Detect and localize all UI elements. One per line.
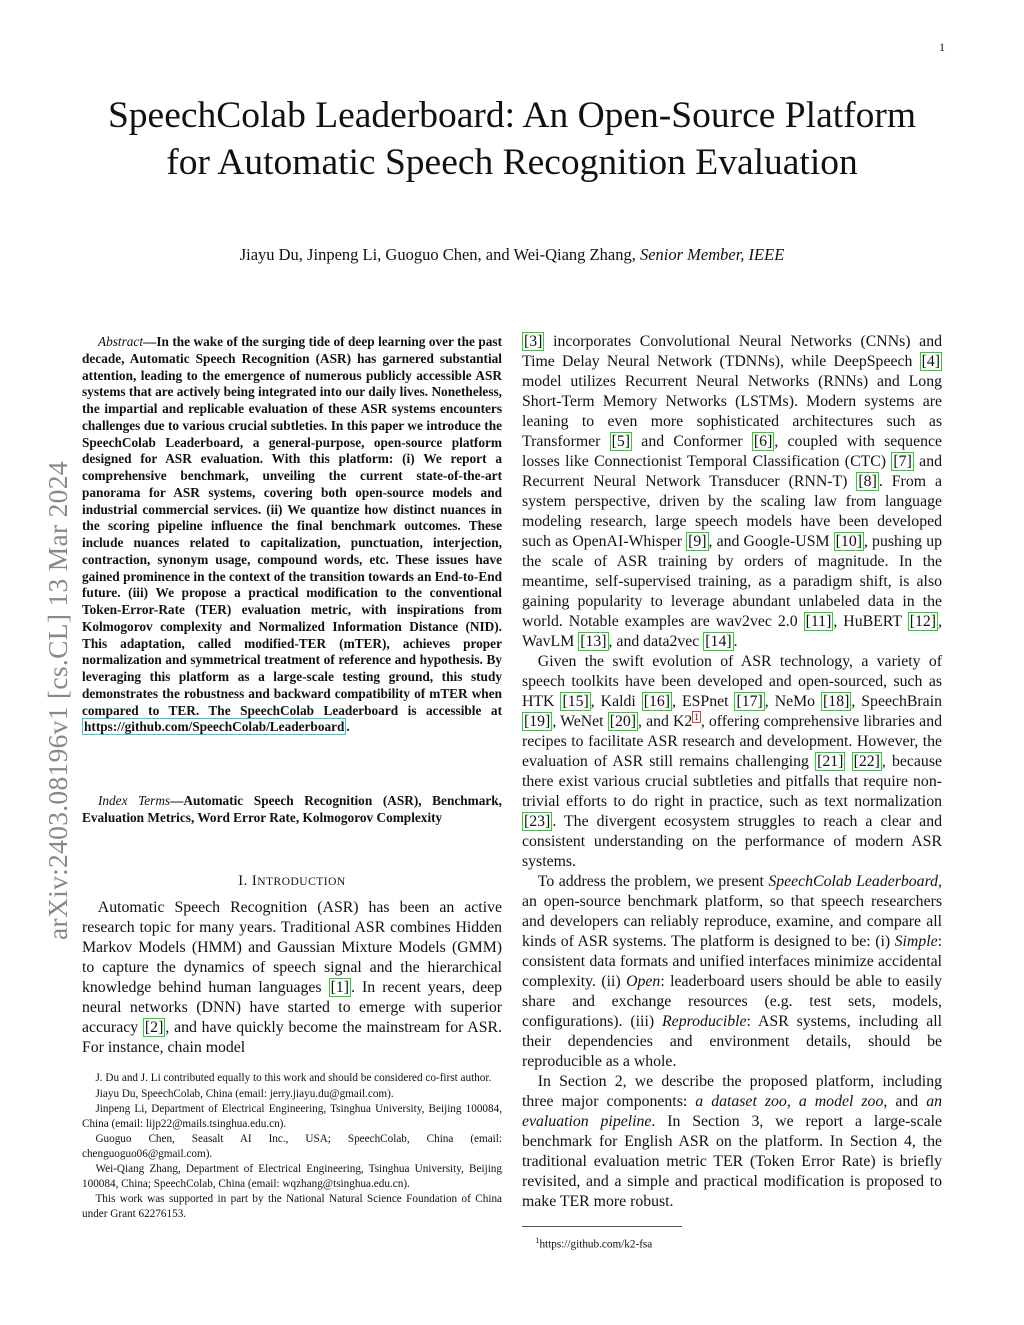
citation-link[interactable]: [7]	[893, 453, 912, 470]
section-title-rest: NTRODUCTION	[257, 876, 346, 888]
citation-link[interactable]: [5]	[611, 433, 631, 450]
page-number: 1	[939, 40, 945, 54]
intro-paragraph	[82, 898, 502, 1058]
citation-link[interactable]: [1]	[330, 979, 350, 996]
abstract-end: .	[346, 719, 350, 735]
footnote: Guoguo Chen, Seasalt AI Inc., USA; SpeechColab, China (email: chenguoguo06@gmail.com).	[82, 1133, 502, 1160]
citation-link[interactable]: [14]	[705, 633, 732, 650]
arxiv-identifier: arXiv:2403.08196v1 [cs.CL] 13 Mar 2024	[42, 461, 73, 940]
citation-link[interactable]: [19]	[524, 713, 551, 730]
footnote-url[interactable]: https://github.com/k2-fsa	[539, 1238, 653, 1251]
abstract-text: —In the wake of the surging tide of deep learning over the past decade, Automatic Speech Recognition (ASR) has garnered substantial attention, leading to the emergence of numerous publicly accessible ASR systems that are actively being integrated into our daily lives. Nonetheless, the impartial and replicable evaluation of these ASR systems encounters challenges due to various crucial subtleties. In this paper we introduce the SpeechColab Leaderboard, a general-purpose, open-source platform designed for ASR evaluation. With this platform: (i) We report a comprehensive benchmark, unveiling the current state-of-the-art panorama for ASR systems, covering both open-source models and industrial commercial services. (ii) We quantize how distinct nuances in the scoring pipeline influence the final benchmark outcomes. These include nuances related to capitalization, punctuation, interjection, contraction, synonym usage, compound words, etc. These issues have gained prominence in the context of the transition towards an End-to-End future. (iii) We propose a practical modification to the conventional Token-Error-Rate (TER) evaluation metric, with inspirations from Kolmogorov complexity and Normalized Information Distance (NID). This adaptation, called modified-TER (mTER), achieves proper normalization and symmetrical treatment of reference and hypothesis. By leveraging this platform as a large-scale testing ground, this study demonstrates the robustness and backward compatibility of mTER when compared to TER. The SpeechColab Leaderboard is accessible at	[82, 334, 502, 718]
citation-link[interactable]: [17]	[736, 693, 763, 710]
citation-link[interactable]: [22]	[853, 753, 880, 770]
footnote: J. Du and J. Li contributed equally to this work and should be considered co-first author.	[95, 1072, 492, 1084]
citation-link[interactable]: [13]	[580, 633, 607, 650]
citation-link[interactable]: [11]	[805, 613, 832, 630]
footnote: This work was supported in part by the National Natural Science Foundation of China under Grant 62276153.	[82, 1193, 502, 1220]
citation-link[interactable]: [23]	[524, 813, 551, 830]
author-footnotes	[82, 1071, 502, 1222]
intro-text: , and have quickly become the mainstream for ASR. For instance, chain model	[82, 1019, 502, 1056]
citation-link[interactable]: [21]	[817, 753, 844, 770]
footnote: Jiayu Du, SpeechColab, China (email: jerry.jiayu.du@gmail.com).	[95, 1087, 394, 1100]
citation-link[interactable]: [12]	[909, 613, 937, 630]
author-names: Jiayu Du, Jinpeng Li, Guoguo Chen, and Wei-Qiang Zhang,	[239, 245, 636, 264]
section-first-letter: I	[251, 873, 258, 889]
abstract	[82, 334, 502, 736]
citation-link[interactable]: [8]	[858, 473, 877, 490]
citation-link[interactable]: [4]	[921, 353, 940, 370]
index-terms	[82, 793, 502, 827]
leaderboard-link[interactable]: https://github.com/SpeechColab/Leaderboard	[84, 719, 345, 735]
body-paragraph: In Section 2, we describe the proposed platform, including three major components: a dataset zoo, a model zoo, and an evaluation pipeline. In Section 3, we report a large-scale benchmark for English ASR on the platform. In Section 4, the traditional evaluation metric TER (Token Error Rate) is briefly revisited, and a simple and practical modification is proposed to make TER more robust.	[522, 1073, 942, 1210]
footnote-rule	[522, 1226, 682, 1227]
section-heading-introduction	[82, 873, 502, 890]
author-list	[100, 245, 924, 265]
citation-link[interactable]: [2]	[144, 1019, 164, 1036]
citation-link[interactable]: [18]	[823, 693, 850, 710]
body-paragraph: To address the problem, we present SpeechColab Leaderboard, an open-source benchmark platform, so that speech researchers and developers can reliably reproduce, examine, and compare all kinds of ASR systems. The platform is designed to be: (i) Simple: consistent data formats and unified interfaces minimize accidental complexity. (ii) Open: leaderboard users should be able to easily share and exchange resources (e.g. test sets, models, configurations). (iii) Reproducible: ASR systems, including all their dependencies and environment details, should be reproducible as a whole.	[522, 873, 942, 1070]
intro-text: Automatic Speech Recognition (ASR) has been an active research topic for many years. Traditional ASR combines Hidden Markov Models (HMM) and Gaussian Mixture Models (GMM) to capture the dynamics of speech signal and the hierarchical knowledge behind human languages	[82, 899, 502, 996]
footnote: Jinpeng Li, Department of Electrical Engineering, Tsinghua University, Beijing 100084, China (email: lijp22@mails.tsinghua.edu.cn).	[82, 1103, 502, 1130]
index-terms-label: Index Terms	[97, 793, 171, 808]
footnote: Wei-Qiang Zhang, Department of Electrical Engineering, Tsinghua University, Beijing 100084, China; SpeechColab, China (email: wqzhang@tsinghua.edu.cn).	[82, 1163, 502, 1190]
citation-link[interactable]: [15]	[562, 693, 589, 710]
citation-link[interactable]: [6]	[753, 433, 773, 450]
intro-text: . In recent years, deep neural networks (DNN) have started to emerge with superior accuracy	[82, 979, 503, 1036]
right-column	[522, 332, 942, 1212]
citation-link[interactable]: [9]	[688, 533, 707, 550]
footnote-k2	[522, 1236, 942, 1251]
index-terms-text: —Automatic Speech Recognition (ASR), Benchmark, Evaluation Metrics, Word Error Rate, Kolmogorov Complexity	[82, 793, 502, 825]
footnote-mark: 1	[535, 1236, 540, 1245]
paper-title: SpeechColab Leaderboard: An Open-Source Platform for Automatic Speech Recognition Evaluation	[107, 95, 917, 183]
section-numeral: I.	[238, 873, 248, 889]
citation-link[interactable]: [16]	[643, 693, 671, 710]
body-paragraph: [3] incorporates Convolutional Neural Networks (CNNs) and Time Delay Neural Network (TDNNs), while DeepSpeech [4] model utilizes Recurrent Neural Networks (RNNs) and Long Short-Term Memory Networks (LSTMs). Modern systems are leaning to even more sophisticated architectures such as Transformer [5] and Conformer [6] , coupled with sequence losses like Connectionist Temporal Classification (CTC) [7] and Recurrent Neural Network Transducer (RNN-T) [8] . From a system perspective, driven by the scaling law from language modeling research, large speech models have been developed such as OpenAI-Whisper [9] , and Google-USM [10] , pushing up the scale of ASR training by orders of magnitude. In the meantime, self-supervised training, as a paradigm shift, is also gaining popularity to leverage abundant unlabeled data in the world. Notable examples are wav2vec 2.0 [11] , HuBERT [12] , WavLM [13] , and data2vec [14] .	[522, 333, 943, 650]
citation-link[interactable]: [3]	[524, 333, 543, 350]
abstract-label: Abstract	[97, 334, 144, 349]
body-paragraph: Given the swift evolution of ASR technology, a variety of speech toolkits have been developed and open-sourced, such as HTK [15] , Kaldi [16] , ESPnet [17] , NeMo [18] , SpeechBrain [19] , WeNet [20] , and K2 $^1$ , offering comprehensive libraries and recipes to facilitate ASR research and development. However, the evaluation of ASR still remains challenging [21] [22] , because there exist various crucial subtleties and pitfalls that require non-trivial efforts to do right in practice, such as text normalization [23] . The divergent ecosystem struggles to reach a clear and consistent understanding on the performance of modern ASR systems.	[522, 653, 942, 870]
footnote-link[interactable]: 1	[694, 711, 699, 722]
author-role: Senior Member, IEEE	[639, 245, 785, 264]
citation-link[interactable]: [20]	[609, 713, 637, 730]
citation-link[interactable]: [10]	[835, 533, 862, 550]
